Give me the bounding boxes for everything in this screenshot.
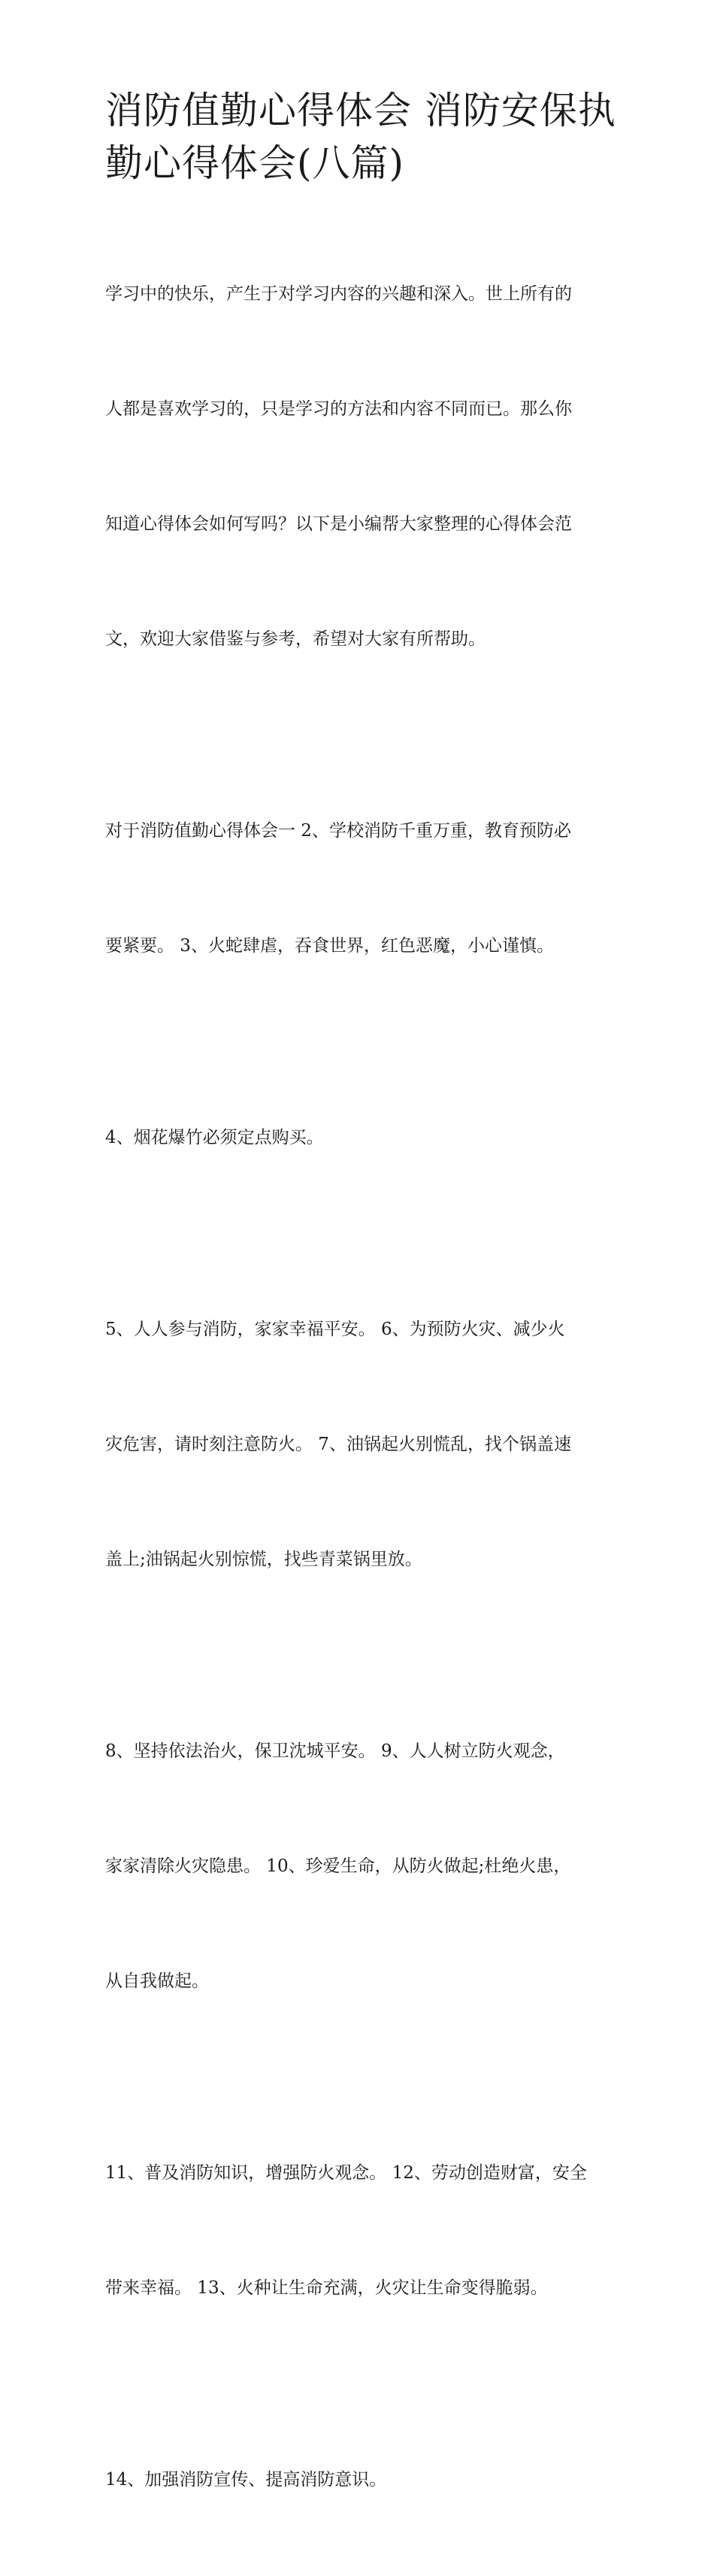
text-line: 11、普及消防知识，增强防火观念。 12、劳动创造财富，安全 (105, 2163, 587, 2183)
body-paragraph (105, 2077, 616, 2384)
text-line: 带来幸福。 13、火种让生命充满，火灾让生命变得脆弱。 (105, 2278, 548, 2298)
text-line: 盖上;油锅起火别惊慌，找些青菜锅里放。 (105, 1550, 422, 1569)
body-paragraph (105, 1042, 616, 1234)
text-line: 5、人人参与消防，家家幸福平安。 6、为预防火灾、减少火 (105, 1320, 565, 1339)
document-page (105, 84, 616, 2576)
text-line: 文，欢迎大家借鉴与参考，希望对大家有所帮助。 (105, 629, 486, 649)
text-line: 要紧要。 3、火蛇肆虐，吞食世界，红色恶魔，小心谨慎。 (105, 936, 554, 956)
document-title (105, 84, 616, 189)
text-line: 8、坚持依法治火，保卫沈城平安。 9、人人树立防火观念， (105, 1741, 565, 1761)
text-line: 从自我做起。 (105, 1971, 209, 1991)
text-line: 灾危害，请时刻注意防火。 7、油锅起火别慌乱，找个锅盖速 (105, 1435, 571, 1454)
body-paragraph (105, 2384, 616, 2576)
body-paragraph (105, 1234, 616, 1656)
text-line: 家家清除火灾隐患。 10、珍爱生命，从防火做起;杜绝火患， (105, 1856, 571, 1876)
text-line: 学习中的快乐，产生于对学习内容的兴趣和深入。世上所有的 (105, 284, 572, 304)
body-paragraph (105, 735, 616, 1042)
body-paragraph (105, 1656, 616, 2077)
text-line: 知道心得体会如何写吗？以下是小编帮大家整理的心得体会范 (105, 514, 572, 534)
title-line: 消防值勤心得体会 消防安保执 (105, 89, 616, 132)
text-line: 4、烟花爆竹必须定点购买。 (105, 1128, 324, 1147)
title-line: 勤心得体会(八篇) (105, 141, 405, 185)
intro-paragraph (105, 199, 616, 735)
text-line: 对于消防值勤心得体会一 2、学校消防千重万重，教育预防必 (105, 821, 571, 841)
text-line: 人都是喜欢学习的，只是学习的方法和内容不同而已。那么你 (105, 399, 572, 419)
text-line: 14、加强消防宣传、提高消防意识。 (105, 2470, 387, 2490)
